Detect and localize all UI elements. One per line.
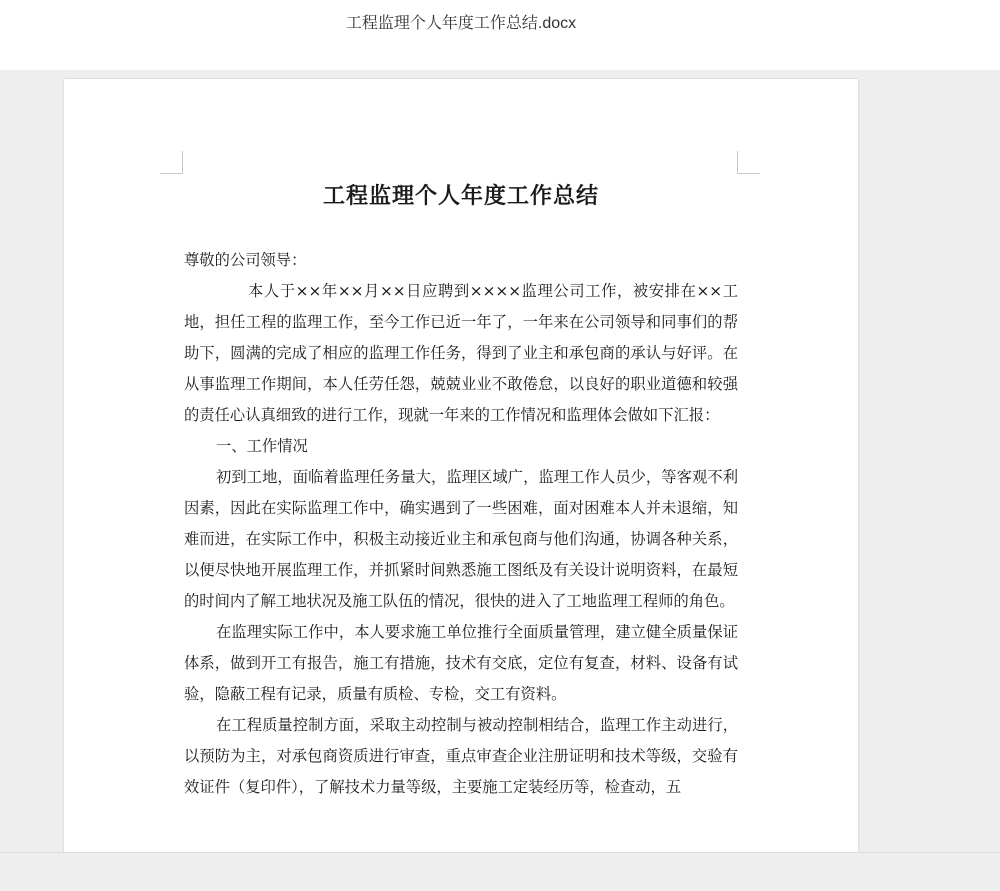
section-heading: 一、工作情况 <box>216 437 308 455</box>
document-body <box>184 245 738 803</box>
file-title: 工程监理个人年度工作总结.docx <box>345 15 577 32</box>
paragraph-quality-management: 在监理实际工作中，本人要求施工单位推行全面质量管理，建立健全质量保证体系，做到开工有报告，施工有措施，技术有交底，定位有复查，材料、设备有试验，隐蔽工程有记录，质量有质检、专检，交工有资料。 <box>184 623 738 703</box>
paragraph-intro: 本人于××年××月××日应聘到××××监理公司工作，被安排在××工地，担任工程的监理工作，至今工作已近一年了，一年来在公司领导和同事们的帮助下，圆满的完成了相应的监理工作任务，得到了业主和承包商的承认与好评。在从事监理工作期间，本人任劳任怨，兢兢业业不敢倦怠，以良好的职业道德和较强的责任心认真细致的进行工作，现就一年来的工作情况和监理体会做如下汇报： <box>184 282 738 424</box>
document-viewer[interactable] <box>0 70 1000 852</box>
paragraph-work-start: 初到工地，面临着监理任务量大，监理区域广，监理工作人员少，等客观不利因素，因此在实际监理工作中，确实遇到了一些困难，面对困难本人并未退缩，知难而进，在实际工作中，积极主动接近业主和承包商与他们沟通，协调各种关系，以便尽快地开展监理工作，并抓紧时间熟悉施工图纸及有关设计说明资料，在最短的时间内了解工地状况及施工队伍的情况，很快的进入了工地监理工程师的角色。 <box>184 468 738 610</box>
document-page <box>64 79 858 852</box>
paragraph-quality-control: 在工程质量控制方面，采取主动控制与被动控制相结合，监理工作主动进行，以预防为主，对承包商资质进行审查，重点审查企业注册证明和技术等级，交验有效证件（复印件），了解技术力量等级，主要施工定装经历等，检查动，五 <box>184 716 738 796</box>
margin-corner-mark-left <box>160 151 183 174</box>
salutation: 尊敬的公司领导： <box>184 251 307 269</box>
margin-corner-mark-right <box>737 151 760 174</box>
document-title: 工程监理个人年度工作总结 <box>322 183 599 209</box>
title-bar <box>0 0 1000 70</box>
bottom-bar <box>0 852 1000 891</box>
